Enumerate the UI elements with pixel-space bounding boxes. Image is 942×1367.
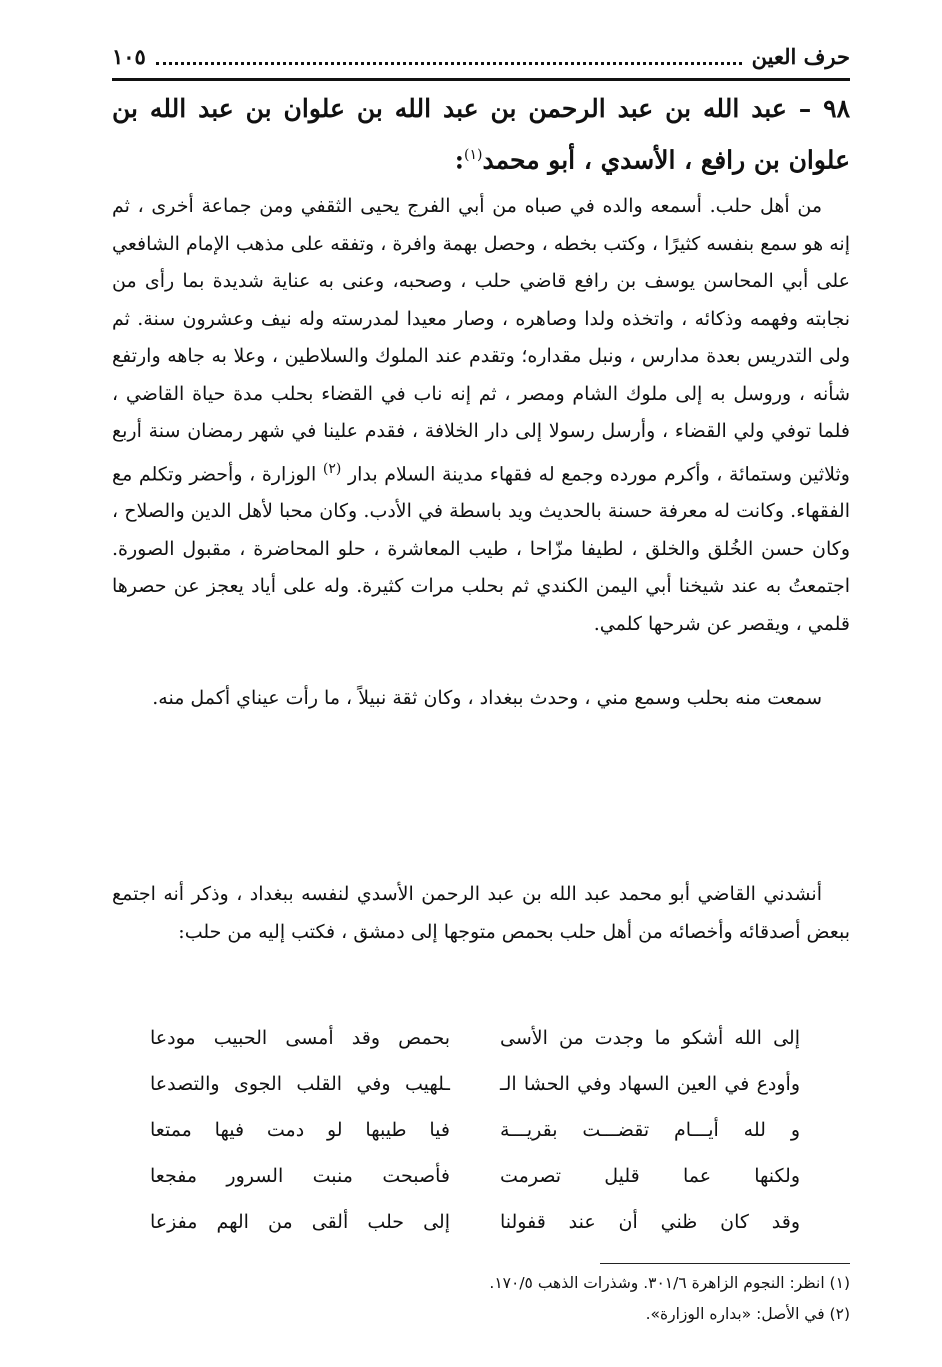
verse-second-hemistich: فأصبحت منبت السرور مفجعا xyxy=(150,1165,450,1187)
verse-first-hemistich: وأودع في العين السهاد وفي الحشا الـ xyxy=(500,1073,800,1095)
poem-verse xyxy=(150,1199,800,1245)
entry-title-text: ٩٨ – عبد الله بن عبد الرحمن بن عبد الله بن علوان بن عبد الله بن علوان بن رافع ، الأسدي ، أبو محمد xyxy=(112,94,850,175)
entry-title-colon: : xyxy=(454,145,465,175)
verse-second-hemistich: إلى حلب ألقى من الهم مفزعا xyxy=(150,1211,450,1233)
footnote-ref-2: (٢) xyxy=(322,460,342,477)
verse-first-hemistich: وقد كان ظني أن عند قفولنا xyxy=(500,1211,800,1233)
verse-second-hemistich: فيا طيبها لو دمت فيها ممتعا xyxy=(150,1119,450,1141)
poem-verse xyxy=(150,1153,800,1199)
header-leader-dots xyxy=(156,62,742,65)
hearing-paragraph: سمعت منه بحلب وسمع مني ، وحدث ببغداد ، وكان ثقة نبيلاً ، ما رأت عيناي أكمل منه. xyxy=(152,687,822,709)
entry-title xyxy=(112,86,850,183)
poem-verse xyxy=(150,1107,800,1153)
verse-first-hemistich: ولكنها عما قليل تصرمت xyxy=(500,1165,800,1187)
poem xyxy=(150,1015,800,1245)
biography-text-a: من أهل حلب. أسمعه والده في صباه من أبي الفرج يحيى الثقفي ومن جماعة أخرى ، ثم إنه هو سمع بنفسه كثيرًا ، وكتب بخطه ، وحصل بهمة وافرة ، وتفقه على مذهب الإمام الشافعي على أبي المحاسن يوسف بن رافع قاضي حلب ، وصحبه، وعنى به عناية شديدة بما رأى من نجابته وفهمه وذكائه ، واتخذه ولدا وصاهره ، وصار معيدا لمدرسته وله نيف وعشرون سنة. ثم ولى التدريس بعدة مدارس ، ونبل مقداره؛ وتقدم عند الملوك والسلاطين ، وعلا به جاهه وارتفع شأنه ، وروسل به إلى ملوك الشام ومصر ، ثم إنه ناب في القضاء بحلب مدة حياة القاضي ، فلما توفي ولي القضاء ، وأرسل رسولا إلى دار الخلافة ، فقدم علينا في شهر رمضان سنة أربع وثلاثين وستمائة ، وأكرم مورده وجمع له فقهاء مدينة السلام بدار xyxy=(112,195,850,485)
verse-first-hemistich: و لله أيـــام تقضـــت بقريـــة xyxy=(500,1119,800,1141)
page-number: ١٠٥ xyxy=(112,43,146,69)
verse-second-hemistich: بحمص وقد أمسى الحبيب مودعا xyxy=(150,1027,450,1049)
footnotes xyxy=(112,1268,850,1330)
footnote-ref-1: (١) xyxy=(464,147,483,163)
running-header xyxy=(112,36,850,76)
verse-second-hemistich: ـلهيب وفي القلب الجوى والتصدعا xyxy=(150,1073,450,1095)
poem-verse xyxy=(150,1061,800,1107)
header-rule xyxy=(112,78,850,81)
footnote-separator xyxy=(600,1263,850,1264)
footnote-1: (١) انظر: النجوم الزاهرة ٣٠١/٦. وشذرات الذهب ١٧٠/٥. xyxy=(489,1274,850,1292)
verse-first-hemistich: إلى الله أشكو ما وجدت من الأسى xyxy=(500,1027,800,1049)
poem-intro-paragraph: أنشدني القاضي أبو محمد عبد الله بن عبد الرحمن الأسدي لنفسه ببغداد ، وذكر أنه اجتمع ببعض أصدقائه وأخصائه من أهل حلب بحمص متوجها إلى دمشق ، فكتب إليه من حلب: xyxy=(112,883,850,943)
biography-paragraph xyxy=(112,188,850,643)
chapter-title: حرف العين xyxy=(751,43,850,69)
footnote-2: (٢) في الأصل: «بداره الوزارة». xyxy=(645,1305,850,1323)
poem-verse xyxy=(150,1015,800,1061)
biography-text-b: الوزارة ، وأحضر وتكلم مع الفقهاء. وكانت له معرفة حسنة بالحديث ويد باسطة في الأدب. وكان محبا لأهل الدين والصلاح ، وكان حسن الخُلق والخلق ، لطيفا مزّاحا ، طيب المعاشرة ، حلو المحاضرة ، مقبول الصورة. اجتمعتُ به عند شيخنا أبي اليمن الكندي ثم بحلب مرات كثيرة. وله على أياد يعجز عن حصرها قلمي ، ويقصر عن شرحها كلمي. xyxy=(112,462,850,635)
